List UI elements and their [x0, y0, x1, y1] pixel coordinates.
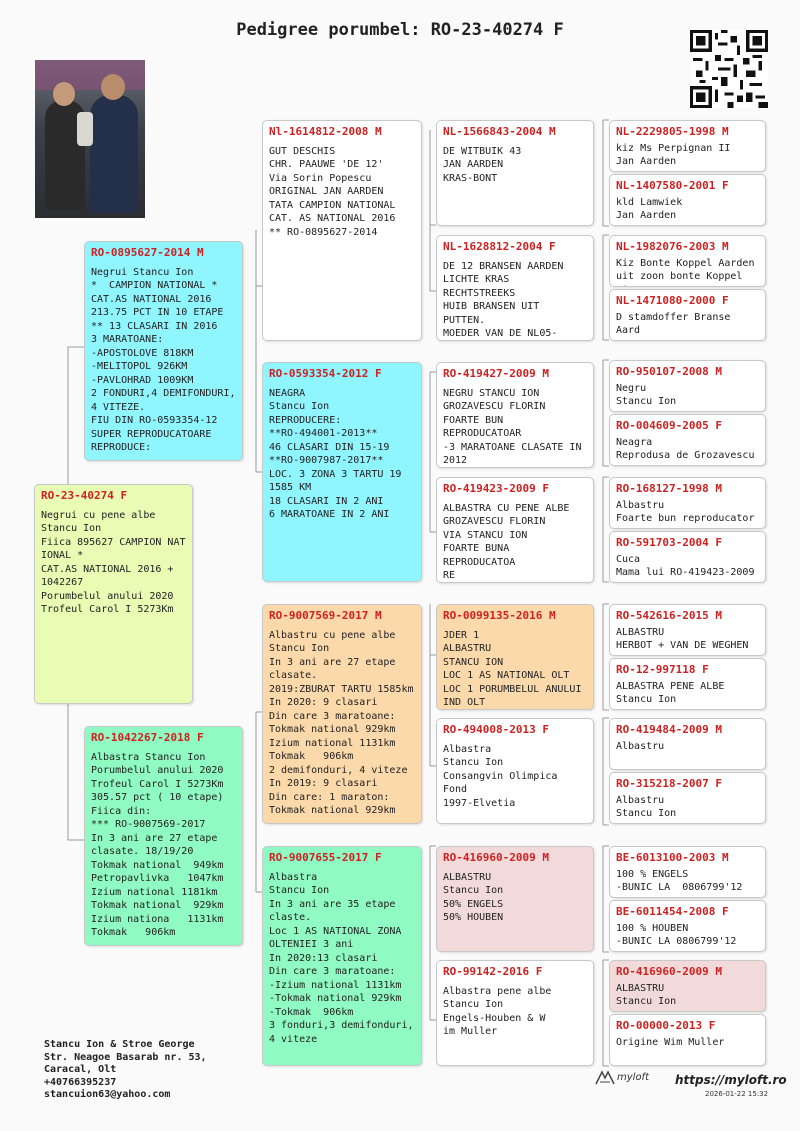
card-ring-id: RO-416960-2009 M — [616, 965, 722, 978]
pedigree-card-gen4-6[interactable] — [436, 718, 594, 824]
pedigree-card-gen4-2[interactable] — [436, 235, 594, 341]
card-ring-id: RO-9007569-2017 M — [269, 609, 382, 622]
card-description: Albastra pene albe Stancu Ion Engels-Houben & W im Muller — [443, 985, 552, 1037]
card-description: JDER 1 ALBASTRU STANCU ION LOC 1 AS NATIONAL OLT LOC 1 PORUMBELUL ANULUI IND OLT — [443, 629, 582, 708]
pedigree-card-gen5-9[interactable] — [609, 604, 766, 656]
pedigree-card-subject[interactable] — [34, 484, 193, 704]
card-ring-id: RO-419484-2009 M — [616, 723, 722, 736]
card-description: Kiz Bonte Koppel Aarden uit zoon bonte Koppel — [616, 257, 755, 282]
card-ring-id: NL-1407580-2001 F — [616, 179, 729, 192]
card-ring-id: RO-0593354-2012 F — [269, 367, 382, 380]
page-title: Pedigree porumbel: RO-23-40274 F — [236, 20, 564, 40]
card-description: Albastra Stancu Ion Porumbelul anului 2020 Trofeul Carol I 5273Km 305.57 pct ( 10 etape) Fiica din: *** RO-9007569-2017 In 3 ani are 27 etape clasate. 18/19/20 Tokmak national 949km Petropavlivka 1047km Izium national 1181km Tokmak national 929km Izium nationa 1131km Tokmak 906km — [91, 751, 224, 938]
card-ring-id: Nl-1614812-2008 M — [269, 125, 382, 138]
card-ring-id: RO-419427-2009 M — [443, 367, 549, 380]
card-ring-id: NL-1982076-2003 M — [616, 240, 729, 253]
card-ring-id: RO-23-40274 F — [41, 489, 128, 502]
card-ring-id: RO-315218-2007 F — [616, 777, 722, 790]
card-description: ALBASTRU Stancu Ion — [616, 982, 677, 1007]
card-description: Albastra Stancu Ion In 3 ani are 35 etape claste. Loc 1 AS NATIONAL ZONA OLTENIEI 3 ani In 2020:13 clasari Din care 3 maratoane: -Izium national 1131km -Tokmak national 929km -Tokmak 906km 3 fonduri,3 demifonduri, 4 viteze — [269, 871, 414, 1045]
card-ring-id: RO-9007655-2017 F — [269, 851, 382, 864]
card-description: NEAGRA Stancu Ion REPRODUCERE: **RO-494001-2013** 46 CLASARI DIN 15-19 **RO-9007987-2017** LOC. 3 ZONA 3 TARTU 19 1585 KM 18 CLASARI IN 2 ANI 6 MARATOANE IN 2 ANI — [269, 387, 402, 520]
card-description: ALBASTRA PENE ALBE Stancu Ion — [616, 680, 725, 705]
pedigree-card-gen3-2[interactable] — [262, 362, 422, 582]
card-ring-id: RO-168127-1998 M — [616, 482, 722, 495]
pedigree-card-gen5-7[interactable] — [609, 477, 766, 529]
card-ring-id: RO-12-997118 F — [616, 663, 709, 676]
card-description: kiz Ms Perpignan II Jan Aarden — [616, 142, 731, 167]
card-description: Albastru cu pene albe Stancu Ion In 3 ani are 27 etape clasate. 2019:ZBURAT TARTU 1585km In 2020: 9 clasari Din care 3 maratoane: Tokmak national 929km Izium national 1131km Tokmak 906km 2 demifonduri, 4 viteze In 2019: 9 clasari Din care: 1 maraton: Tokmak national 929km — [269, 629, 414, 816]
pedigree-card-gen5-10[interactable] — [609, 658, 766, 710]
print-date: 2026-01-22 15:32 — [705, 1090, 769, 1098]
card-ring-id: RO-1042267-2018 F — [91, 731, 204, 744]
myloft-logo-text: myloft — [617, 1072, 649, 1083]
card-ring-id: RO-004609-2005 F — [616, 419, 722, 432]
pedigree-card-gen5-13[interactable] — [609, 846, 766, 898]
card-ring-id: NL-1471080-2000 F — [616, 294, 729, 307]
pedigree-card-dam[interactable] — [84, 726, 243, 946]
pedigree-card-gen5-8[interactable] — [609, 531, 766, 583]
card-description: GUT DESCHIS CHR. PAAUWE 'DE 12' Via Sorin Popescu ORIGINAL JAN AARDEN TATA CAMPION NATIONAL CAT. AS NATIONAL 2016 ** RO-0895627-2014 — [269, 145, 396, 238]
card-description: Negrui cu pene albe Stancu Ion Fiica 895627 CAMPION NAT IONAL * CAT.AS NATIONAL 2016 + 1042267 Porumbelul anului 2020 Trofeul Carol I 5273Km — [41, 509, 186, 615]
pedigree-card-gen5-12[interactable] — [609, 772, 766, 824]
card-ring-id: RO-419423-2009 F — [443, 482, 549, 495]
card-ring-id: BE-6013100-2003 M — [616, 851, 729, 864]
card-description: DE WITBUIK 43 JAN AARDEN KRAS-BONT — [443, 145, 522, 184]
card-description: Albastru Stancu Ion — [616, 794, 677, 819]
pedigree-card-gen5-6[interactable] — [609, 414, 766, 466]
pedigree-card-sire[interactable] — [84, 241, 243, 461]
card-description: 100 % ENGELS -BUNIC LA 0806799'12 — [616, 868, 743, 893]
card-description: ALBASTRU HERBOT + VAN DE WEGHEN — [616, 626, 749, 651]
card-ring-id: RO-494008-2013 F — [443, 723, 549, 736]
card-ring-id: NL-1566843-2004 M — [443, 125, 556, 138]
card-description: NEGRU STANCU ION GROZAVESCU FLORIN FOARTE BUN REPRODUCATOAR -3 MARATOANE CLASATE IN 2012 — [443, 387, 582, 466]
card-description: Origine Wim Muller — [616, 1036, 725, 1048]
pedigree-card-gen5-2[interactable] — [609, 174, 766, 226]
card-description: ALBASTRA CU PENE ALBE GROZAVESCU FLORIN VIA STANCU ION FOARTE BUNA REPRODUCATOA RE — [443, 502, 570, 581]
card-description: Albastru Foarte bun reproducator — [616, 499, 755, 524]
card-ring-id: BE-6011454-2008 F — [616, 905, 729, 918]
pedigree-card-gen4-1[interactable] — [436, 120, 594, 226]
pedigree-card-gen3-3[interactable] — [262, 604, 422, 824]
card-ring-id: RO-950107-2008 M — [616, 365, 722, 378]
pedigree-card-gen3-1[interactable] — [262, 120, 422, 341]
pedigree-card-gen5-4[interactable] — [609, 289, 766, 341]
pedigree-card-gen4-3[interactable] — [436, 362, 594, 468]
card-description: ALBASTRU Stancu Ion 50% ENGELS 50% HOUBEN — [443, 871, 504, 923]
card-ring-id: RO-99142-2016 F — [443, 965, 543, 978]
card-description: Cuca Mama lui RO-419423-2009 — [616, 553, 755, 578]
card-ring-id: NL-1628812-2004 F — [443, 240, 556, 253]
card-description: DE 12 BRANSEN AARDEN LICHTE KRAS RECHTSTREEKS HUIB BRANSEN UIT PUTTEN. MOEDER VAN DE NL05- — [443, 260, 564, 339]
card-description: Negru Stancu Ion — [616, 382, 677, 407]
owner-contact: Stancu Ion & Stroe George Str. Neagoe Basarab nr. 53, Caracal, Olt +40766395237 stancuion63@yahoo.com — [44, 1039, 207, 1100]
pedigree-card-gen4-7[interactable] — [436, 846, 594, 952]
card-ring-id: RO-00000-2013 F — [616, 1019, 716, 1032]
website-link[interactable]: https://myloft.ro — [675, 1073, 787, 1087]
pedigree-card-gen4-5[interactable] — [436, 604, 594, 710]
card-ring-id: RO-0895627-2014 M — [91, 246, 204, 259]
pedigree-card-gen5-5[interactable] — [609, 360, 766, 412]
card-description: D stamdoffer Branse Aard — [616, 311, 731, 336]
pedigree-card-gen5-1[interactable] — [609, 120, 766, 172]
card-description: 100 % HOUBEN -BUNIC LA 0806799'12 — [616, 922, 737, 947]
myloft-logo-icon — [594, 1068, 616, 1088]
pedigree-card-gen5-11[interactable] — [609, 718, 766, 770]
card-description: Albastra Stancu Ion Consangvin Olimpica Fond 1997-Elvetia — [443, 743, 558, 809]
card-ring-id: RO-542616-2015 M — [616, 609, 722, 622]
pedigree-card-gen5-3[interactable] — [609, 235, 766, 287]
card-description: Neagra Reprodusa de Grozavescu — [616, 436, 755, 461]
pedigree-card-gen4-4[interactable] — [436, 477, 594, 583]
card-description: Negrui Stancu Ion * CAMPION NATIONAL * CAT.AS NATIONAL 2016 213.75 PCT IN 10 ETAPE ** 13 CLASARI IN 2016 3 MARATOANE: -APOSTOLOVE 818KM -MELITOPOL 926KM -PAVLOHRAD 1009KM 2 FONDURI,4 DEMIFONDURI, 4 VITEZE. FIU DIN RO-0593354-12 SUPER REPRODUCATOARE REPRODUCE: — [91, 266, 236, 453]
card-description: Albastru — [616, 740, 665, 752]
card-ring-id: RO-591703-2004 F — [616, 536, 722, 549]
pedigree-card-gen5-14[interactable] — [609, 900, 766, 952]
pedigree-card-gen3-4[interactable] — [262, 846, 422, 1066]
card-ring-id: NL-2229805-1998 M — [616, 125, 729, 138]
card-description: kld Lamwiek Jan Aarden — [616, 196, 683, 221]
card-ring-id: RO-0099135-2016 M — [443, 609, 556, 622]
card-ring-id: RO-416960-2009 M — [443, 851, 549, 864]
pedigree-card-gen4-8[interactable] — [436, 960, 594, 1066]
pedigree-card-gen5-16[interactable] — [609, 1014, 766, 1066]
pedigree-card-gen5-15[interactable] — [609, 960, 766, 1012]
